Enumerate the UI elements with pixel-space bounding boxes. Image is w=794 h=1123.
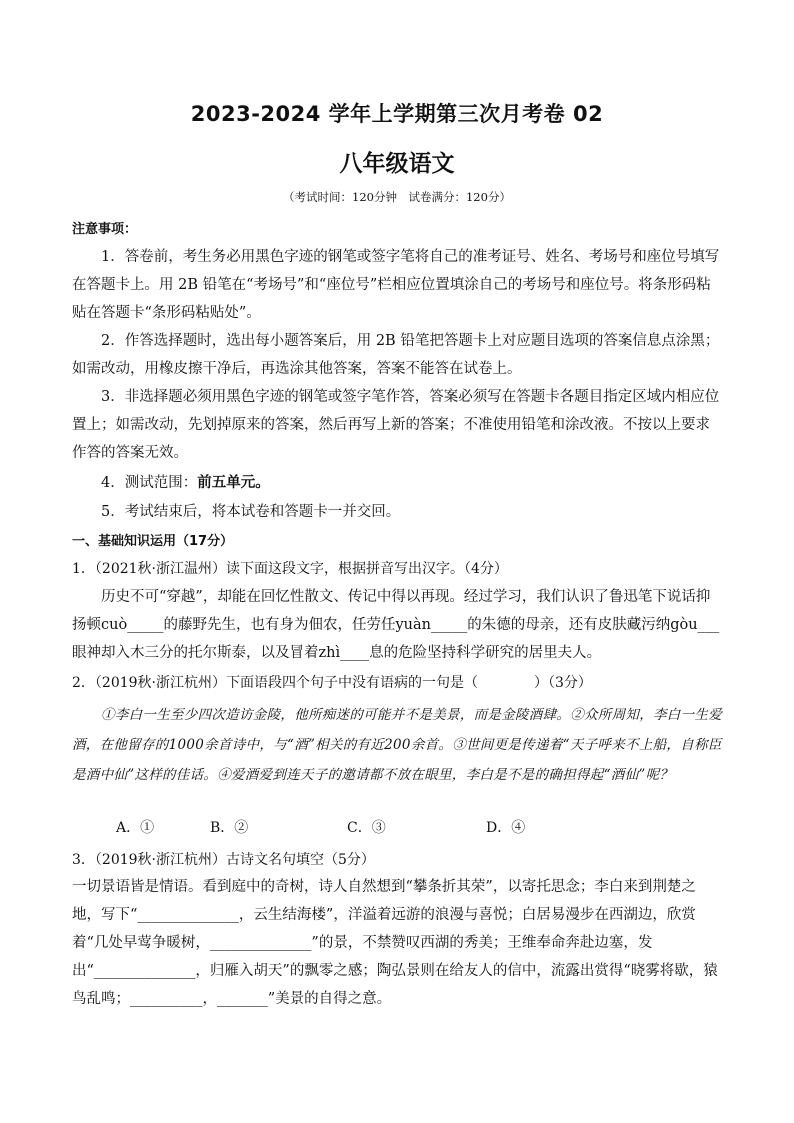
exam-subject: 八年级语文 bbox=[339, 151, 455, 177]
question-2-stem: 2．（2019秋·浙江杭州）下面语段四个句子中没有语病的一句是（ ）（3分） bbox=[72, 675, 592, 691]
exam-title: 2023-2024 学年上学期第三次月考卷 02 bbox=[190, 102, 604, 126]
notes-heading: 注意事项： bbox=[72, 222, 138, 237]
note-item-2: 2．作答选择题时，选出每小题答案后，用 2B 铅笔把答题卡上对应题目选项的答案信息点涂黑；如需改动，用橡皮擦干净后，再选涂其他答案，答案不能答在试卷上。 bbox=[72, 333, 720, 377]
note-item-5: 5．考试结束后，将本试卷和答题卡一并交回。 bbox=[101, 504, 401, 520]
option-d[interactable]: D．④ bbox=[486, 820, 526, 836]
option-c[interactable]: C．③ bbox=[347, 820, 386, 836]
note-item-4-prefix: 4．测试范围： bbox=[101, 475, 198, 491]
note-item-3: 3．非选择题必须用黑色字迹的钢笔或签字笔作答，答案必须写在答题卡各题目指定区域内相应位置上；如需改动，先划掉原来的答案，然后再写上新的答案；不准使用铅笔和涂改液。不按以上要求作答的答案无效。 bbox=[72, 389, 720, 461]
option-b[interactable]: B．② bbox=[210, 820, 249, 836]
section-1-heading: 一、基础知识运用（17分） bbox=[72, 534, 234, 549]
question-1-stem: 1．（2021秋·浙江温州）读下面这段文字，根据拼音写出汉字。（4分） bbox=[72, 561, 508, 577]
exam-info: （考试时间：120分钟 试卷满分：120分） bbox=[283, 190, 511, 204]
note-item-4 bbox=[72, 469, 724, 497]
question-3-stem: 3．（2019秋·浙江杭州）古诗文名句填空（5分） bbox=[72, 852, 375, 868]
question-2-text: ①李白一生至少四次造访金陵，他所痴迷的可能并不是美景，而是金陵酒肆。②众所周知，李白一生爱酒，在他留存的1000余首诗中，与“酒”相关的有近200余首。③世间更是传递着“天子呼来不上船，自称臣是酒中仙”这样的佳话。④爱酒爱到连天子的邀请都不放在眼里，李白是不是的确担得起“酒仙”呢？ bbox=[72, 707, 722, 783]
note-item-4-scope: 前五单元。 bbox=[197, 474, 270, 491]
option-a[interactable]: A．① bbox=[116, 820, 155, 836]
question-1-text: 历史不可“穿越”，却能在回忆性散文、传记中得以再现。经过学习，我们认识了鲁迅笔下说话抑扬顿cuò_____的藤野先生，也有身为佃农，任劳任yuàn_____的朱德的母亲，还有皮肤藏污纳gòu___眼神却入木三分的托尔斯泰，以及冒着zhì____息的危险坚持科学研究的居里夫人。 bbox=[72, 589, 720, 661]
note-item-1: 1．答卷前，考生务必用黑色字迹的钢笔或签字笔将自己的准考证号、姓名、考场号和座位号填写在答题卡上。用 2B 铅笔在“考场号”和“座位号”栏相应位置填涂自己的考场号和座位号。将条形码粘贴在答题卡“条形码粘贴处”。 bbox=[72, 249, 720, 321]
question-3-text: 一切景语皆是情语。看到庭中的奇树，诗人自然想到“攀条折其荣”，以寄托思念；李白来到荆楚之地，写下“______________，云生结海楼”，洋溢着远游的浪漫与喜悦；白居易漫步在西湖边，欣赏着“几处早莺争暖树，______________”的景，不禁赞叹西湖的秀美；王维奉命奔赴边塞，发出“______________，归雁入胡天”的飘零之感；陶弘景则在给友人的信中，流露出赏得“晓雾将歇，猿鸟乱鸣；__________，_______”美景的自得之意。 bbox=[72, 879, 718, 1007]
